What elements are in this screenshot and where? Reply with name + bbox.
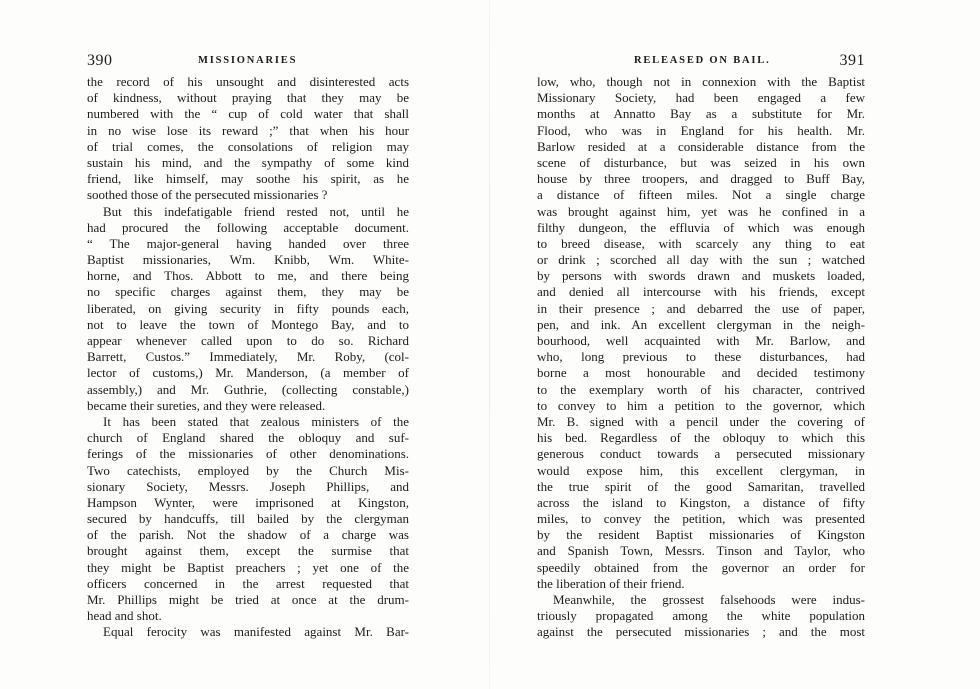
text-line: Barrett, Custos.” Immediately, Mr. Roby, (col- <box>87 349 409 365</box>
text-line: had procured the following acceptable document. <box>87 219 409 235</box>
text-line: secured by handcuffs, till bailed by the clergyman <box>87 511 409 527</box>
text-line: by persons with swords drawn and muskets loaded, <box>537 268 865 284</box>
right-running-title: RELEASED ON BAIL. <box>634 55 771 66</box>
text-line: speedily obtained from the governor an order for <box>537 559 865 575</box>
text-line: no specific charges against them, they may be <box>87 284 409 300</box>
text-line: of the parish. Not the shadow of a charge was <box>87 527 409 543</box>
text-line: of kindness, without praying that they may be <box>87 90 409 106</box>
text-line: a distance of fifteen miles. Not a single charge <box>537 187 865 203</box>
text-line: low, who, though not in connexion with the Baptist <box>537 74 865 89</box>
text-line: scene of disturbance, but was seized in his own <box>537 154 865 170</box>
text-line: generous conduct towards a persecuted missionary <box>537 446 865 462</box>
left-page-number: 390 <box>87 52 113 69</box>
right-page-body <box>537 74 865 641</box>
text-line: his bed. Regardless of the obloquy to which this <box>537 430 865 446</box>
text-line: not to leave the town of Montego Bay, and to <box>87 316 409 332</box>
text-line: months at Annatto Bay as a substitute for Mr. <box>537 106 865 122</box>
text-line: miles, to convey the petition, which was presented <box>537 511 865 527</box>
right-running-head <box>537 52 865 72</box>
text-line: Meanwhile, the grossest falsehoods were indus- <box>553 592 865 607</box>
text-line: Equal ferocity was manifested against Mr. Bar- <box>103 624 409 640</box>
text-line: friend, like himself, may soothe his spirit, as he <box>87 171 409 187</box>
text-line: and Spanish Town, Messrs. Tinson and Taylor, who <box>537 543 865 559</box>
text-line: soothed those of the persecuted missionaries ? <box>87 187 328 203</box>
text-line: the true spirit of the good Samaritan, travelled <box>537 478 865 494</box>
text-line: appear whenever called upon to do so. Richard <box>87 333 409 348</box>
text-line: to the exemplary worth of his character, contrived <box>537 381 865 397</box>
text-line: borne a most honourable and decided testimony <box>537 365 865 381</box>
text-line: horne, and Thos. Abbott to me, and there being <box>87 268 409 284</box>
text-line: ferings of the missionaries of other denominations. <box>87 446 409 462</box>
text-line: by the resident Baptist missionaries of Kingston <box>537 527 865 543</box>
text-line: Mr. Phillips might be tried at once at the drum- <box>87 592 409 607</box>
text-line: the liberation of their friend. <box>537 575 685 591</box>
text-line: head and shot. <box>87 608 162 624</box>
left-running-head <box>87 52 409 72</box>
right-page <box>537 52 865 641</box>
text-line: against the persecuted missionaries ; and the most <box>537 624 865 640</box>
text-line: filthy dungeon, the effluvia of which was enough <box>537 219 865 235</box>
text-line: they might be Baptist preachers ; yet one of the <box>87 559 409 575</box>
text-line: officers concerned in the arrest requested that <box>87 575 409 591</box>
text-line: Two catechists, employed by the Church Mis- <box>87 462 409 478</box>
text-line: across the island to Kingston, a distance of fifty <box>537 494 865 510</box>
text-line: It has been stated that zealous ministers of the <box>103 413 409 429</box>
text-line: who, long previous to these disturbances, had <box>537 349 865 365</box>
text-line: in their presence ; and debarred the use of paper, <box>537 300 865 316</box>
text-line: the record of his unsought and disinterested acts <box>87 74 409 89</box>
text-line: to breed disease, with scarcely any thing to eat <box>537 235 865 251</box>
text-line: liberated, on giving security in fifty pounds each, <box>87 300 409 316</box>
text-line: house by three troopers, and dragged to Buff Bay, <box>537 171 865 187</box>
text-line: Missionary Society, had been engaged a few <box>537 90 865 106</box>
text-line: pen, and ink. An excellent clergyman in the neigh- <box>537 316 865 332</box>
text-line: Baptist missionaries, Wm. Knibb, Wm. White- <box>87 252 409 268</box>
text-line: Hampson Wynter, were imprisoned at Kingston, <box>87 494 409 510</box>
text-line: assembly,) and Mr. Guthrie, (collecting constable,) <box>87 381 409 397</box>
text-line: Mr. B. signed with a pencil under the covering of <box>537 413 865 429</box>
text-line: church of England shared the obloquy and suf- <box>87 430 409 446</box>
text-line: in no wise lose its reward ;” that when his hour <box>87 122 409 138</box>
text-line: or drink ; scorched all day with the sun ; watched <box>537 252 865 268</box>
text-line: triously propagated among the white population <box>537 608 865 624</box>
right-page-number: 391 <box>839 52 865 69</box>
text-line: bourhood, well acquainted with Mr. Barlow, and <box>537 333 865 348</box>
text-line: would expose him, this excellent clergyman, in <box>537 462 865 478</box>
book-gutter <box>489 0 490 689</box>
text-line: But this indefatigable friend rested not, until he <box>103 203 409 219</box>
text-line: was brought against him, yet was he confined in a <box>537 203 865 219</box>
text-line: Flood, who was in England for his health. Mr. <box>537 122 865 138</box>
text-line: and denied all intercourse with his friends, except <box>537 284 865 300</box>
text-line: numbered with the “ cup of cold water that shall <box>87 106 409 122</box>
text-line: “ The major-general having handed over three <box>87 235 409 251</box>
text-line: to convey to him a petition to the governor, which <box>537 397 865 413</box>
left-page-body <box>87 74 409 641</box>
text-line: lector of customs,) Mr. Manderson, (a member of <box>87 365 409 381</box>
text-line: sustain his mind, and the sympathy of some kind <box>87 154 409 170</box>
left-running-title: MISSIONARIES <box>198 55 298 66</box>
text-line: became their sureties, and they were released. <box>87 397 326 413</box>
text-line: brought against them, except the surmise that <box>87 543 409 559</box>
text-line: of trial comes, the consolations of religion may <box>87 138 409 154</box>
text-line: Barlow resided at a considerable distance from the <box>537 138 865 154</box>
left-page <box>87 52 409 641</box>
text-line: sionary Society, Messrs. Joseph Phillips, and <box>87 478 409 494</box>
